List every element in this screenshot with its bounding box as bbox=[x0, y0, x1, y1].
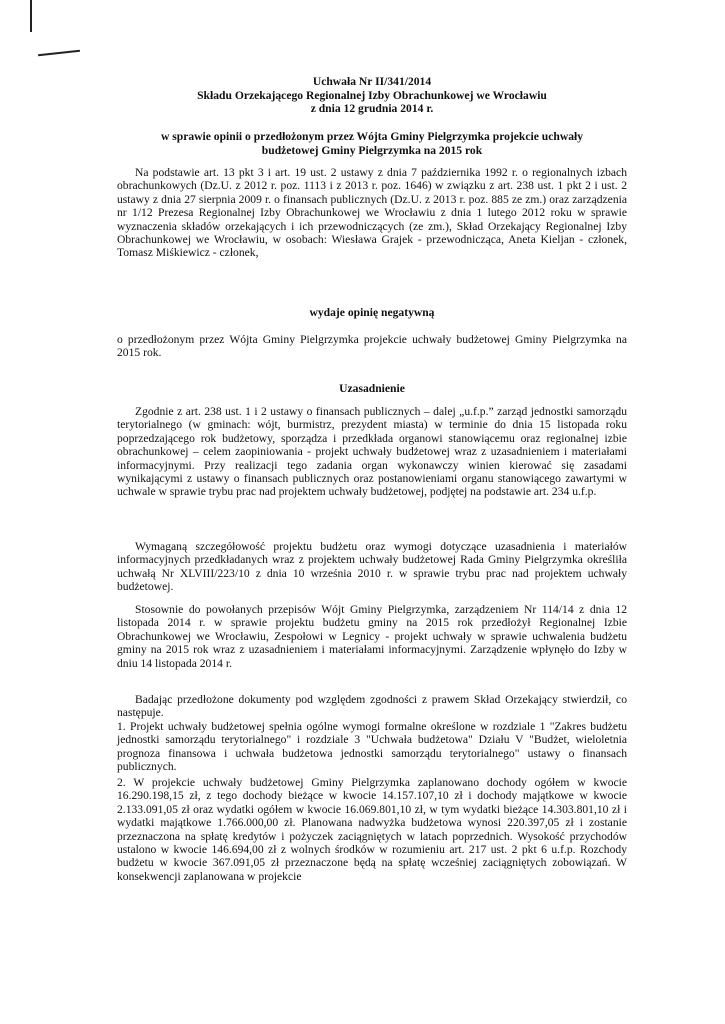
point-1: 1. Projekt uchwały budżetowej spełnia ogólne wymogi formalne określone w rozdziale 1 "Zakres budżetu jednostki samorządu terytorialnego" i rozdziale 3 "Uchwała budżetowa" Działu V "Budżet, wieloletnia prognoza finansowa i uchwała budżetowa jednostki samorządu terytorialnego" ustawy o finansach publicznych. bbox=[117, 720, 627, 774]
resolution-subject bbox=[117, 130, 627, 157]
justification-paragraph-1: Zgodnie z art. 238 ust. 1 i 2 ustawy o finansach publicznych – dalej „u.f.p.” zarząd jednostki samorządu terytorialnego (w gminach: wójt, burmistrz, prezydent miasta) w terminie do dnia 15 listopada roku poprzedzającego rok budżetowy, sporządza i przedkłada organowi stanowiącemu oraz regionalnej izbie obrachunkowej – celem zaopiniowania - projekt uchwały budżetowej wraz z uzasadnieniem i materiałami informacyjnymi. Przy realizacji tego zadania organ wykonawczy winien kierować się zasadami wynikającymi z ustawy o finansach publicznych oraz postanowieniami organu stanowiącego zawartymi w uchwale w sprawie trybu prac nad projektem uchwały budżetowej, podjętej na podstawie art. 234 u.f.p. bbox=[117, 405, 627, 499]
subject-line-2: budżetowej Gminy Pielgrzymka na 2015 rok bbox=[261, 143, 483, 157]
decision-text: o przedłożonym przez Wójta Gminy Pielgrzymka projekcie uchwały budżetowej Gminy Pielgrzymka na 2015 rok. bbox=[117, 333, 627, 360]
justification-paragraph-2: Wymaganą szczegółowość projektu budżetu oraz wymogi dotyczące uzasadnienia i materiałów informacyjnych przedkładanych wraz z projektem uchwały budżetowej Rada Gminy Pielgrzymka określiła uchwałą Nr XLVIII/223/10 z dnia 10 września 2010 r. w sprawie trybu prac nad projektem uchwały budżetowej. bbox=[117, 540, 627, 594]
justification-paragraph-3: Stosownie do powołanych przepisów Wójt Gminy Pielgrzymka, zarządzeniem Nr 114/14 z dnia 12 listopada 2014 r. w sprawie projektu budżetu gminy na 2015 rok przedłożył Regionalnej Izbie Obrachunkowej we Wrocławiu, Zespołowi w Legnicy - projekt uchwały w sprawie uchwalenia budżetu gminy na 2015 rok wraz z uzasadnieniem i materiałami informacyjnymi. Zarządzenie wpłynęło do Izby w dniu 14 listopada 2014 r. bbox=[117, 603, 627, 670]
resolution-date: z dnia 12 grudnia 2014 r. bbox=[310, 102, 434, 115]
subject-line-1: w sprawie opinii o przedłożonym przez Wójta Gminy Pielgrzymka projekcie uchwały bbox=[160, 130, 584, 143]
justification-paragraph-4: Badając przedłożone dokumenty pod względem zgodności z prawem Skład Orzekający stwierdził, co następuje. bbox=[117, 693, 627, 720]
decision-heading: wydaje opinię negatywną bbox=[309, 306, 435, 319]
resolution-header bbox=[117, 75, 627, 116]
resolution-issuer: Składu Orzekającego Regionalnej Izby Obrachunkowej we Wrocławiu bbox=[197, 88, 547, 102]
margin-mark-horizontal bbox=[38, 50, 80, 56]
justification-heading: Uzasadnienie bbox=[339, 382, 405, 395]
point-2: 2. W projekcie uchwały budżetowej Gminy Pielgrzymka zaplanowano dochody ogółem w kwocie 16.290.198,15 zł, z tego dochody bieżące w kwocie 14.157.107,10 zł i dochody majątkowe w kwocie 2.133.091,05 zł oraz wydatki ogółem w kwocie 16.069.801,10 zł, w tym wydatki bieżące 14.303.801,10 zł i wydatki majątkowe 1.766.000,00 zł. Planowana nadwyżka budżetowa wynosi 220.397,05 zł i zostanie przeznaczona na spłatę kredytów i pożyczek zaciągniętych w latach poprzednich. Wysokość przychodów ustalono w kwocie 146.694,00 zł z wolnych środków w rozumieniu art. 217 ust. 2 pkt 6 u.f.p. Rozchody budżetu w kwocie 367.091,05 zł przeznaczone będą na spłatę wcześniej zaciągniętych zobowiązań. W konsekwencji zaplanowana w projekcie bbox=[117, 776, 627, 883]
margin-mark-vertical bbox=[30, 0, 32, 32]
preamble-paragraph: Na podstawie art. 13 pkt 3 i art. 19 ust. 2 ustawy z dnia 7 października 1992 r. o regionalnych izbach obrachunkowych (Dz.U. z 2012 r. poz. 1113 i z 2013 r. poz. 1646) w związku z art. 238 ust. 1 pkt 2 i ust. 2 ustawy z dnia 27 sierpnia 2009 r. o finansach publicznych (Dz.U. z 2013 r. poz. 885 ze zm.) oraz zarządzenia nr 1/12 Prezesa Regionalnej Izby Obrachunkowej we Wrocławiu z dnia 1 lutego 2012 roku w sprawie wyznaczenia składów orzekających i ich przewodniczących (ze zm.), Skład Orzekający Regionalnej Izby Obrachunkowej we Wrocławiu, w osobach: Wiesława Grajek - przewodnicząca, Aneta Kieljan - członek, Tomasz Miśkiewicz - członek, bbox=[117, 166, 627, 260]
resolution-number: Uchwała Nr II/341/2014 bbox=[312, 75, 432, 88]
